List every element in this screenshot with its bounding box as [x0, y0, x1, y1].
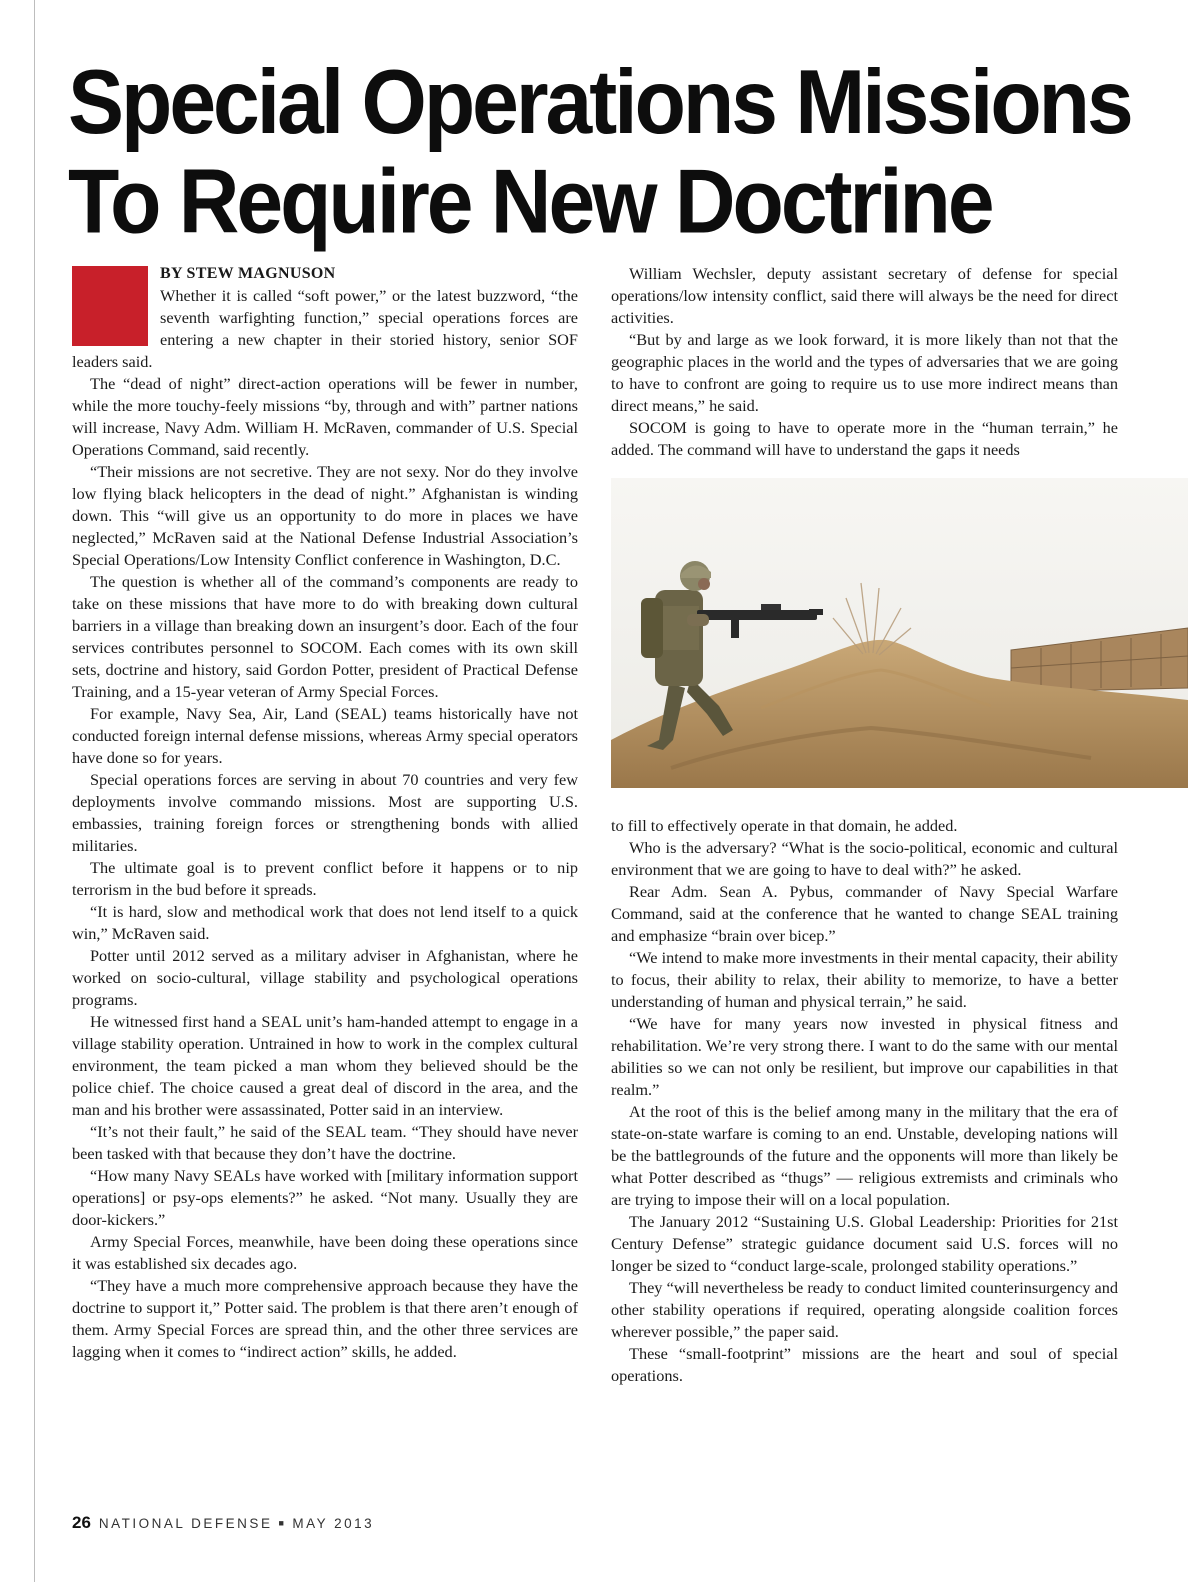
publication-name: NATIONAL DEFENSE — [98, 1516, 273, 1531]
red-accent-block — [72, 266, 148, 346]
issue-date: MAY 2013 — [292, 1516, 375, 1531]
footer-separator: ■ — [278, 1518, 287, 1528]
soldier-photo-illustration — [611, 478, 1188, 788]
paragraph: He witnessed first hand a SEAL unit’s ham-handed attempt to engage in a village stability operation. Untrained in how to work in the complex cultural environment, the team picked a man whom they believed should be the police chief. The choice caused a great deal of discord in the area, and the man and his brother were assassinated, Potter said in an interview. — [72, 1012, 578, 1119]
paragraph: They “will nevertheless be ready to conduct limited counterinsurgency and other stability operations if required, operating alongside coalition forces wherever possible,” the paper said. — [611, 1278, 1118, 1341]
paragraph: “It is hard, slow and methodical work that does not lend itself to a quick win,” McRaven said. — [72, 902, 578, 943]
right-column-bottom — [611, 815, 1118, 1387]
headline-line-1: Special Operations Missions — [68, 50, 1131, 153]
page-gutter-rule — [34, 0, 35, 1582]
paragraph: William Wechsler, deputy assistant secretary of defense for special operations/low intensity conflict, said there will always be the need for direct activities. — [611, 264, 1118, 327]
paragraph: The ultimate goal is to prevent conflict before it happens or to nip terrorism in the bud before it spreads. — [72, 858, 578, 899]
paragraph: For example, Navy Sea, Air, Land (SEAL) teams historically have not conducted foreign internal defense missions, whereas Army special operators have done so for years. — [72, 704, 578, 767]
paragraph: “We intend to make more investments in their mental capacity, their ability to focus, their ability to relax, their ability to memorize, to have a better understanding of human and physical terrain,” he said. — [611, 948, 1118, 1011]
paragraph: At the root of this is the belief among many in the military that the era of state-on-state warfare is coming to an end. Unstable, developing nations will be the battlegrounds of the future and the opponents will more than likely be what Potter described as “thugs” — religious extremists and criminals who are trying to impose their will on a local population. — [611, 1102, 1118, 1209]
right-column-top — [611, 263, 1118, 461]
paragraph-continuation: to fill to effectively operate in that domain, he added. — [611, 816, 958, 835]
paragraph: Special operations forces are serving in about 70 countries and very few deployments involve commando missions. Most are supporting U.S. embassies, training foreign forces or strengthening bonds with allied militaries. — [72, 770, 578, 855]
article-headline — [68, 52, 1178, 251]
paragraph: “They have a much more comprehensive approach because they have the doctrine to support it,” Potter said. The problem is that there aren’t enough of them. Army Special Forces are spread thin, and the other three services are lagging when it comes to “indirect action” skills, he added. — [72, 1276, 578, 1361]
byline: BY STEW MAGNUSON — [160, 265, 336, 282]
paragraph: “But by and large as we look forward, it is more likely than not that the geographic places in the world and the types of adversaries that we are going to have to confront are going to require us to use more indirect means than direct means,” he said. — [611, 330, 1118, 415]
paragraph: Potter until 2012 served as a military adviser in Afghanistan, where he worked on socio-cultural, village stability and psychological operations programs. — [72, 946, 578, 1009]
paragraph: “We have for many years now invested in physical fitness and rehabilitation. We’re very strong there. I want to do the same with our mental abilities so we can not only be resilient, but improve our capabilities in that realm.” — [611, 1014, 1118, 1099]
paragraph: “It’s not their fault,” he said of the SEAL team. “They should have never been tasked with that because they don’t have the doctrine. — [72, 1122, 578, 1163]
paragraph: The “dead of night” direct-action operations will be fewer in number, while the more touchy-feely missions “by, through and with” partner nations will increase, Navy Adm. William H. McRaven, commander of U.S. Special Operations Command, said recently. — [72, 374, 578, 459]
paragraph: SOCOM is going to have to operate more in the “human terrain,” he added. The command will have to understand the gaps it needs — [611, 418, 1118, 459]
paragraph: Whether it is called “soft power,” or the latest buzzword, “the seventh warfighting function,” special operations forces are entering a new chapter in their storied history, senior SOF leaders said. — [72, 286, 578, 371]
soldier-photo — [611, 478, 1188, 788]
headline-line-2: To Require New Doctrine — [68, 150, 992, 252]
paragraph: The January 2012 “Sustaining U.S. Global Leadership: Priorities for 21st Century Defense” strategic guidance document said U.S. forces will no longer be sized to “conduct large-scale, prolonged stability operations.” — [611, 1212, 1118, 1275]
paragraph: These “small-footprint” missions are the heart and soul of special operations. — [611, 1344, 1118, 1385]
paragraph: “Their missions are not secretive. They are not sexy. Nor do they involve low flying black helicopters in the dead of night.” Afghanistan is winding down. This “will give us an opportunity to do more in places we have neglected,” McRaven said at the National Defense Industrial Association’s Special Operations/Low Intensity Conflict conference in Washington, D.C. — [72, 462, 578, 569]
paragraph: “How many Navy SEALs have worked with [military information support operations] or psy-ops elements?” he asked. “Not many. Usually they are door-kickers.” — [72, 1166, 578, 1229]
left-column — [72, 263, 578, 1363]
paragraph: Who is the adversary? “What is the socio-political, economic and cultural environment that we are going to have to deal with?” he asked. — [611, 838, 1118, 879]
page-number: 26 — [72, 1513, 91, 1532]
page-footer — [72, 1513, 374, 1533]
paragraph: Army Special Forces, meanwhile, have been doing these operations since it was established six decades ago. — [72, 1232, 578, 1273]
paragraph: The question is whether all of the command’s components are ready to take on these missions that have more to do with breaking down cultural barriers in a village than breaking down an insurgent’s door. Each of the four services contributes personnel to SOCOM. Each comes with its own skill sets, doctrine and history, said Gordon Potter, president of Practical Defense Training, and a 15-year veteran of Army Special Forces. — [72, 572, 578, 701]
paragraph: Rear Adm. Sean A. Pybus, commander of Navy Special Warfare Command, said at the conference that he wanted to change SEAL training and emphasize “brain over bicep.” — [611, 882, 1118, 945]
